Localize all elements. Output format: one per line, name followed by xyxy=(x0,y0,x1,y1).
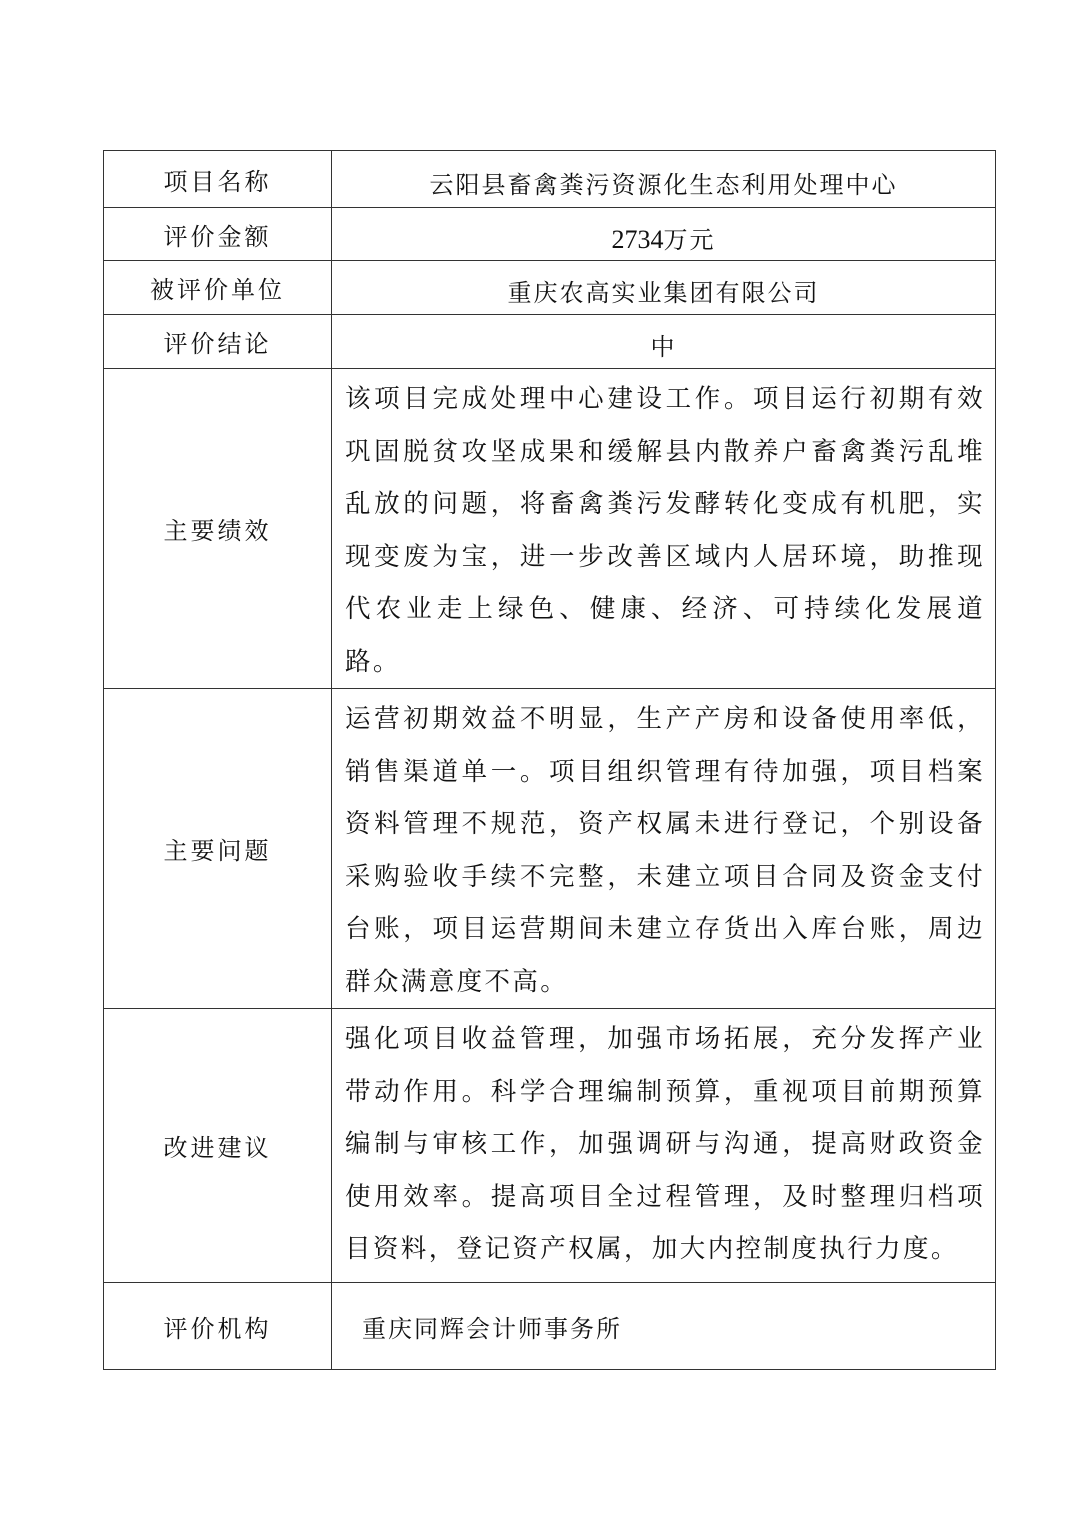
conclusion-label: 评价结论 xyxy=(104,315,332,369)
table-row-conclusion xyxy=(104,315,996,369)
agency-label: 评价机构 xyxy=(104,1283,332,1370)
table-row-performance xyxy=(104,369,996,689)
table-row-agency xyxy=(104,1283,996,1370)
project-name-value: 云阳县畜禽粪污资源化生态利用处理中心 xyxy=(332,151,996,208)
suggestions-value: 强化项目收益管理，加强市场拓展，充分发挥产业带动作用。科学合理编制预算，重视项目前期预算编制与审核工作，加强调研与沟通，提高财政资金使用效率。提高项目全过程管理，及时整理归档项目资料，登记资产权属，加大内控制度执行力度。 xyxy=(332,1009,996,1283)
table-row-suggestions xyxy=(104,1009,996,1283)
table-row-amount xyxy=(104,208,996,261)
performance-label: 主要绩效 xyxy=(104,369,332,689)
table-row-project-name xyxy=(104,151,996,208)
problems-label: 主要问题 xyxy=(104,689,332,1009)
evaluated-unit-value: 重庆农高实业集团有限公司 xyxy=(332,261,996,315)
project-name-label: 项目名称 xyxy=(104,151,332,208)
amount-unit: 万元 xyxy=(663,225,716,254)
amount-label: 评价金额 xyxy=(104,208,332,261)
evaluation-table xyxy=(103,150,996,1370)
table-row-evaluated-unit xyxy=(104,261,996,315)
agency-value: 重庆同辉会计师事务所 xyxy=(332,1283,996,1370)
amount-value xyxy=(332,208,996,261)
performance-value: 该项目完成处理中心建设工作。项目运行初期有效巩固脱贫攻坚成果和缓解县内散养户畜禽粪污乱堆乱放的问题，将畜禽粪污发酵转化变成有机肥，实现变废为宝，进一步改善区域内人居环境，助推现代农业走上绿色、健康、经济、可持续化发展道路。 xyxy=(332,369,996,689)
suggestions-label: 改进建议 xyxy=(104,1009,332,1283)
problems-value: 运营初期效益不明显，生产产房和设备使用率低，销售渠道单一。项目组织管理有待加强，项目档案资料管理不规范，资产权属未进行登记，个别设备采购验收手续不完整，未建立项目合同及资金支付台账，项目运营期间未建立存货出入库台账，周边群众满意度不高。 xyxy=(332,689,996,1009)
table-row-problems xyxy=(104,689,996,1009)
amount-number: 2734 xyxy=(611,224,664,254)
evaluated-unit-label: 被评价单位 xyxy=(104,261,332,315)
conclusion-value: 中 xyxy=(332,315,996,369)
